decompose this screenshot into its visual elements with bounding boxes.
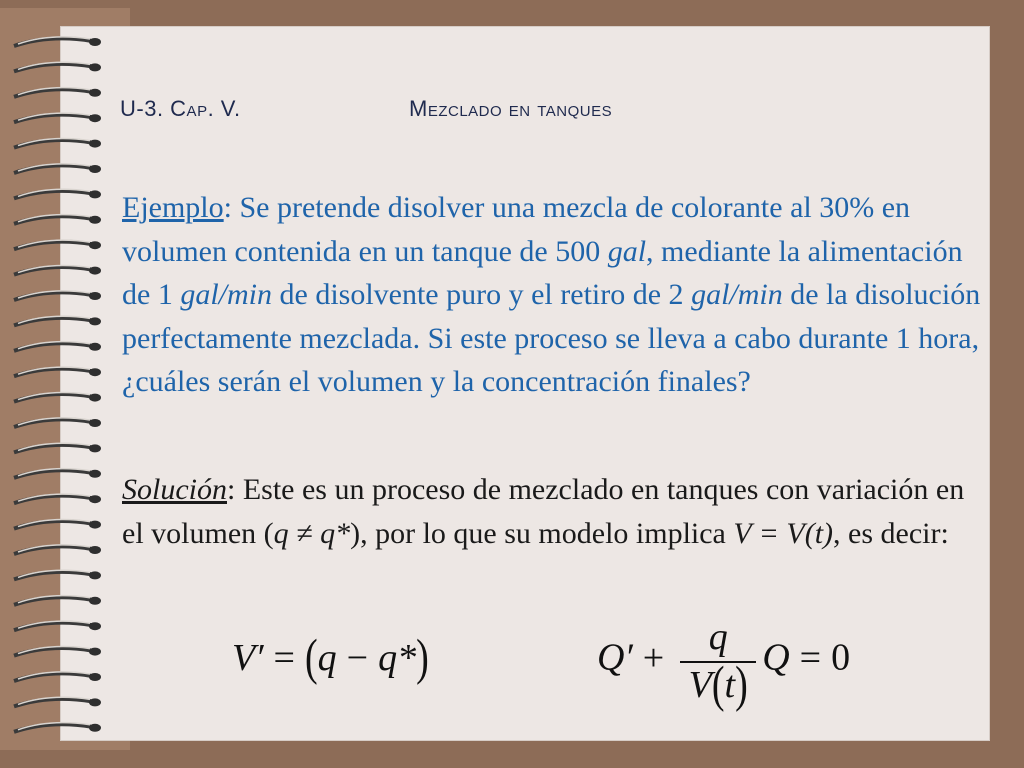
spiral-hole: [89, 419, 101, 427]
spiral-hole: [89, 216, 101, 224]
spiral-hole: [89, 546, 101, 554]
spiral-hole: [89, 698, 101, 706]
eq1-minus: −: [346, 637, 369, 679]
example-unit-flow-in: gal/min: [180, 278, 272, 311]
eq2-equals: =: [799, 636, 822, 679]
eq2-fraction: [680, 615, 756, 714]
spiral-hole: [89, 317, 101, 325]
eq1-lhs: V′: [232, 637, 264, 679]
eq1-paren-close: ): [416, 629, 429, 687]
spiral-hole: [89, 63, 101, 71]
example-unit-gal: gal: [607, 234, 647, 268]
solution-model: V = V(t): [733, 516, 834, 550]
example-unit-flow-out: gal/min: [691, 278, 783, 311]
spiral-hole: [89, 444, 101, 452]
spiral-hole: [89, 165, 101, 173]
topic-header: Mezclado en tanques: [409, 96, 613, 121]
eq2-denominator: [688, 656, 748, 714]
spiral-hole: [89, 597, 101, 605]
solution-label: Solución: [122, 473, 227, 506]
spiral-binding: [0, 26, 120, 741]
eq2-q-prime: Q′: [597, 636, 633, 679]
spiral-hole: [89, 368, 101, 376]
spiral-hole: [89, 292, 101, 300]
spiral-hole: [89, 724, 101, 732]
spiral-hole: [89, 114, 101, 122]
spiral-hole: [89, 89, 101, 97]
eq1-paren-open: (: [304, 629, 318, 687]
spiral-hole: [89, 495, 101, 503]
spiral-hole: [89, 241, 101, 249]
spiral-hole: [89, 140, 101, 148]
spiral-hole: [89, 267, 101, 275]
spiral-hole: [89, 673, 101, 681]
spiral-hole: [89, 622, 101, 630]
eq2-den-paren-close: ): [735, 656, 748, 714]
eq2-plus: +: [642, 636, 665, 679]
solution-text-a: : Este es un proceso de mezclado en tanques con variación en el volumen (: [122, 473, 965, 550]
eq2-zero: 0: [831, 636, 851, 679]
eq2-numerator: q: [708, 616, 728, 658]
unit-chapter-header: U-3. Cap. V.: [120, 96, 241, 121]
example-text-c: de disolvente puro y el retiro de 2: [272, 278, 692, 311]
spiral-hole: [89, 648, 101, 656]
eq2-q: Q: [762, 636, 790, 679]
example-text-d: de la disolución perfectamente mezclada. Si este proceso se lleva a cabo durante 1 hora, ¿cuáles serán el volumen y la concentración finales?: [122, 278, 981, 398]
eq2-den-paren-open: (: [711, 656, 725, 714]
spiral-hole: [89, 190, 101, 198]
eq2-den-t: t: [724, 664, 736, 706]
spiral-hole: [89, 521, 101, 529]
solution-text-b: ), por lo que su modelo implica: [350, 516, 734, 550]
solution-paragraph: [122, 468, 982, 555]
solution-text-c: , es decir:: [833, 516, 949, 550]
spiral-hole: [89, 38, 101, 46]
example-label: Ejemplo: [122, 191, 224, 224]
eq1-equals: =: [273, 637, 295, 679]
spiral-hole: [89, 394, 101, 402]
eq1-q: q: [317, 637, 337, 679]
example-text-a: : Se pretende disolver una mezcla de colorante al 30% en volumen contenida en un tanque de 500: [122, 191, 911, 268]
example-paragraph: [122, 186, 982, 404]
spiral-hole: [89, 571, 101, 579]
eq1-qstar: q*: [378, 637, 417, 679]
concentration-equation: [597, 615, 851, 714]
example-text-b: , mediante la alimentación de 1: [122, 234, 963, 311]
spiral-hole: [89, 470, 101, 478]
spiral-hole: [89, 343, 101, 351]
volume-equation: [232, 629, 429, 687]
eq2-den-v: V: [688, 664, 712, 706]
solution-condition: q ≠ q*: [273, 516, 351, 550]
